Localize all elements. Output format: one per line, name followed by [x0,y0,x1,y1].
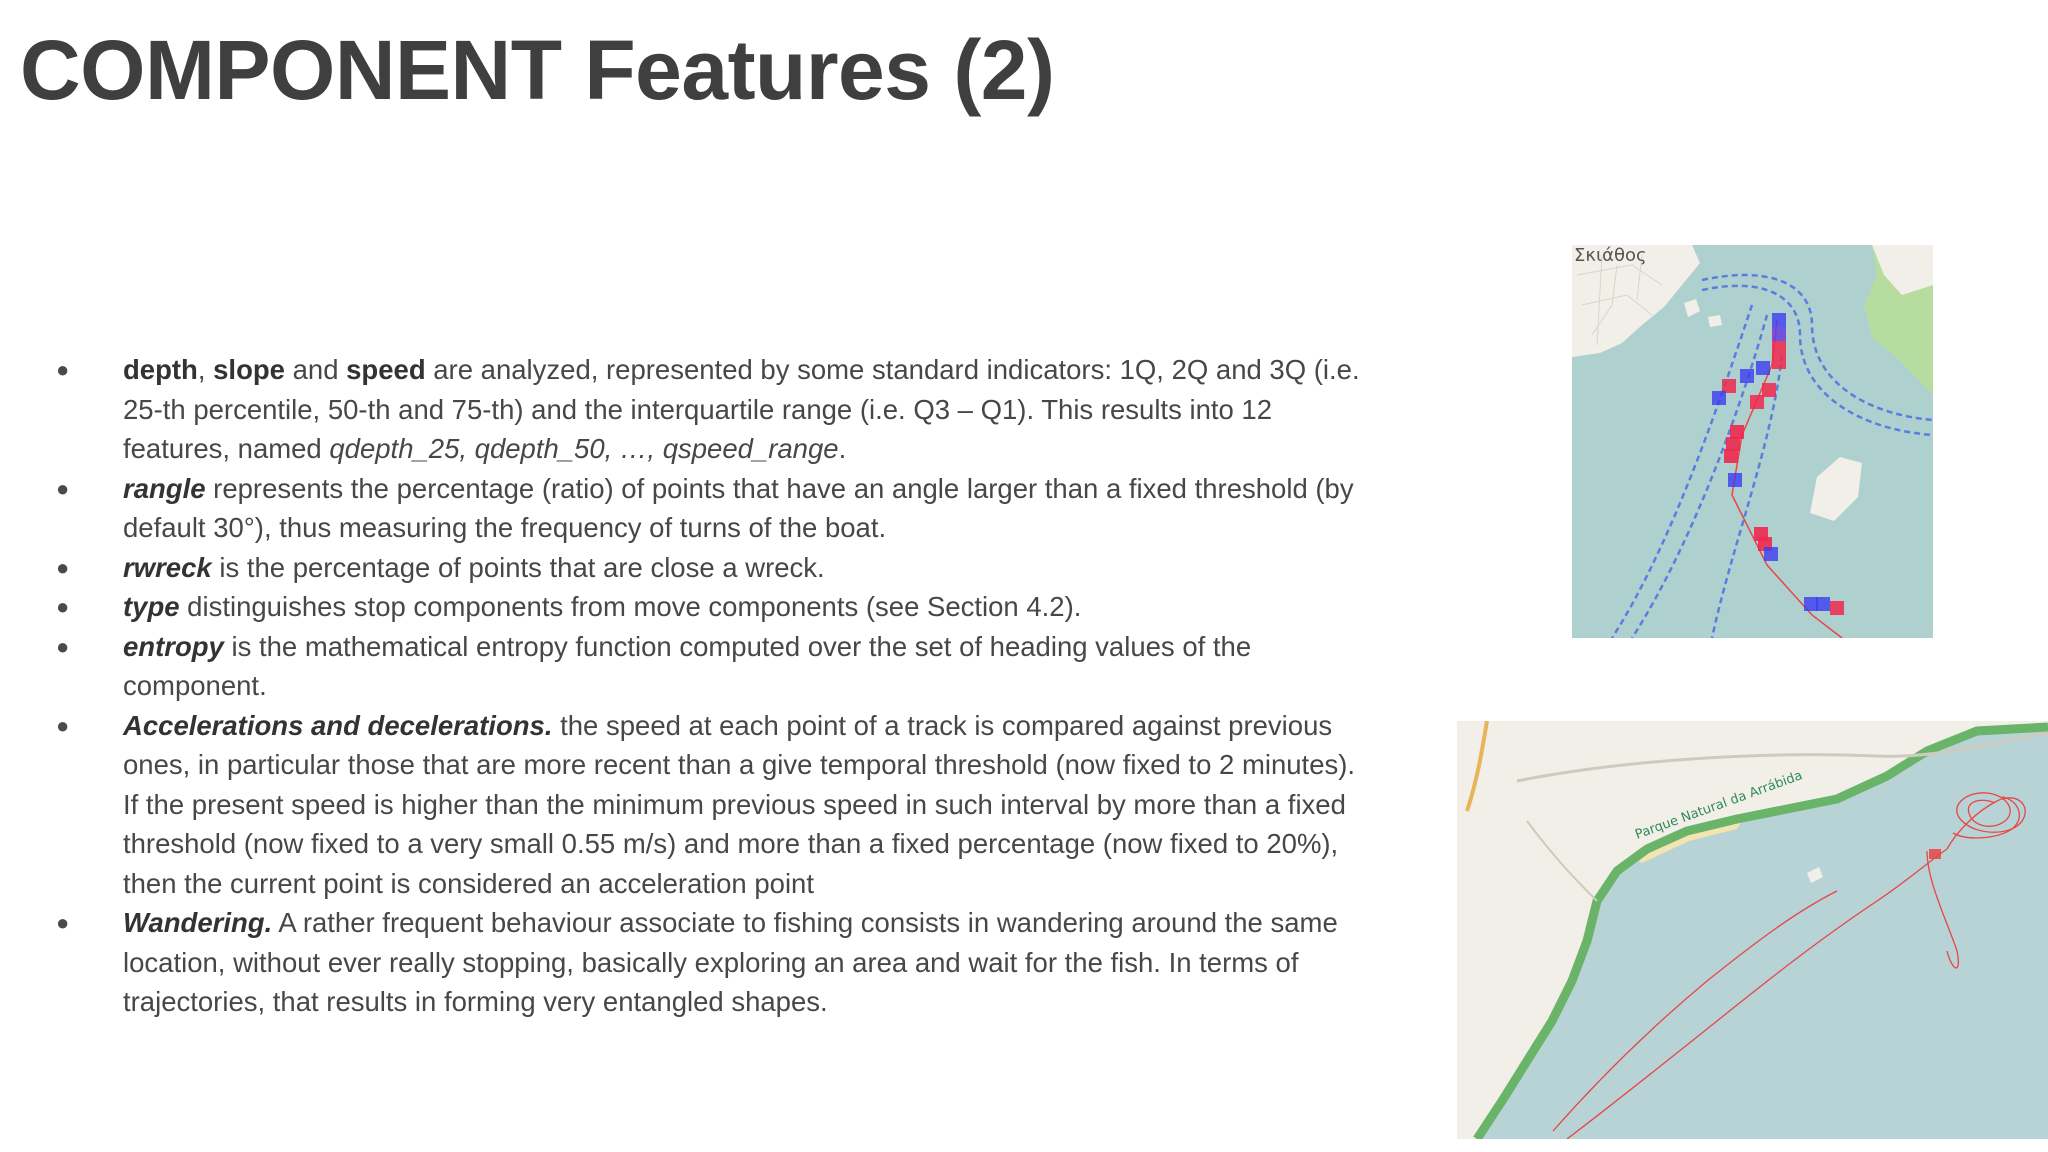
bullet-wandering [54,903,1364,1022]
map-place-label: Σκιάθος [1574,245,1647,266]
bullet-text: distinguishes stop components from move components (see Section 4.2). [179,591,1082,622]
bullet-text: the speed at each point of a track is compared against previous ones, in particular those that are more recent than a give temporal threshold (now fixed to 2 minutes). If the present speed is higher than the minimum previous speed in such interval by more than a fixed threshold (now fixed to a very small 0.55 m/s) and more than a fixed percentage (now fixed to 20%), then the current point is considered an acceleration point [123,709,1356,899]
feature-list [54,350,1364,1022]
bullet-rwreck [54,548,1364,588]
feature-names: qdepth_25, qdepth_50, …, qspeed_range [329,433,839,464]
page-title: COMPONENT Features (2) [20,23,1055,117]
land [1457,721,2048,1139]
arrabida-map [1457,721,2048,1139]
bullet-text: A rather frequent behaviour associate to fishing consists in wandering around the same location, without ever really stopping, basically exploring an area and wait for the fish. In terms of trajectories, that results in forming very entangled shapes. [123,907,1338,1017]
term-wandering: Wandering. [123,907,273,938]
term-depth: depth [123,354,198,385]
bullet-entropy [54,627,1364,706]
islet [1807,867,1823,883]
text: and [284,354,347,385]
term-rangle: rangle [123,472,206,504]
bullet-dot-icon: ● [56,357,70,382]
arrabida-map-graphic [1457,721,2048,1139]
term-accelerations: Accelerations and decelerations. [123,709,553,741]
islet [1684,299,1700,317]
term-type: type [123,591,180,622]
bullet-rangle [54,469,1364,548]
park-label: Parque Natural da Arrábida [1633,768,1805,843]
bullet-dot-icon: ● [56,712,70,738]
bullet-dot-icon: ● [56,594,70,619]
term-rwreck: rwreck [123,551,212,583]
bullet-text: is the mathematical entropy function computed over the set of heading values of the component. [123,630,1252,701]
skiathos-map [1572,245,1933,638]
term-slope: slope [213,354,285,385]
track-markers [1712,313,1844,615]
term-entropy: entropy [123,630,224,662]
text: , [197,354,214,385]
bullet-depth-slope-speed [54,350,1364,469]
bullet-text: represents the percentage (ratio) of points that have an angle larger than a fixed threshold (by default 30°), thus measuring the frequency of turns of the boat. [123,472,1354,543]
term-speed: speed [346,354,426,385]
bullet-text: is the percentage of points that are close a wreck. [211,551,825,583]
track-marker [1929,849,1941,859]
bullet-text: are analyzed, represented by some standard indicators: 1Q, 2Q and 3Q (i.e. 25-th percentile, 50-th and 75-th) and the interquartile range (i.e. Q3 – Q1). This results into 12 features, named [123,354,1360,464]
islet [1708,315,1722,327]
bullet-accelerations [54,706,1364,904]
bullet-dot-icon: ● [56,910,70,935]
bullet-dot-icon: ● [56,475,70,501]
bullet-dot-icon: ● [56,633,70,659]
text: . [838,433,847,464]
island [1810,457,1862,521]
bullet-dot-icon: ● [56,554,70,580]
bullet-type [54,587,1364,627]
skiathos-map-graphic [1572,245,1933,638]
